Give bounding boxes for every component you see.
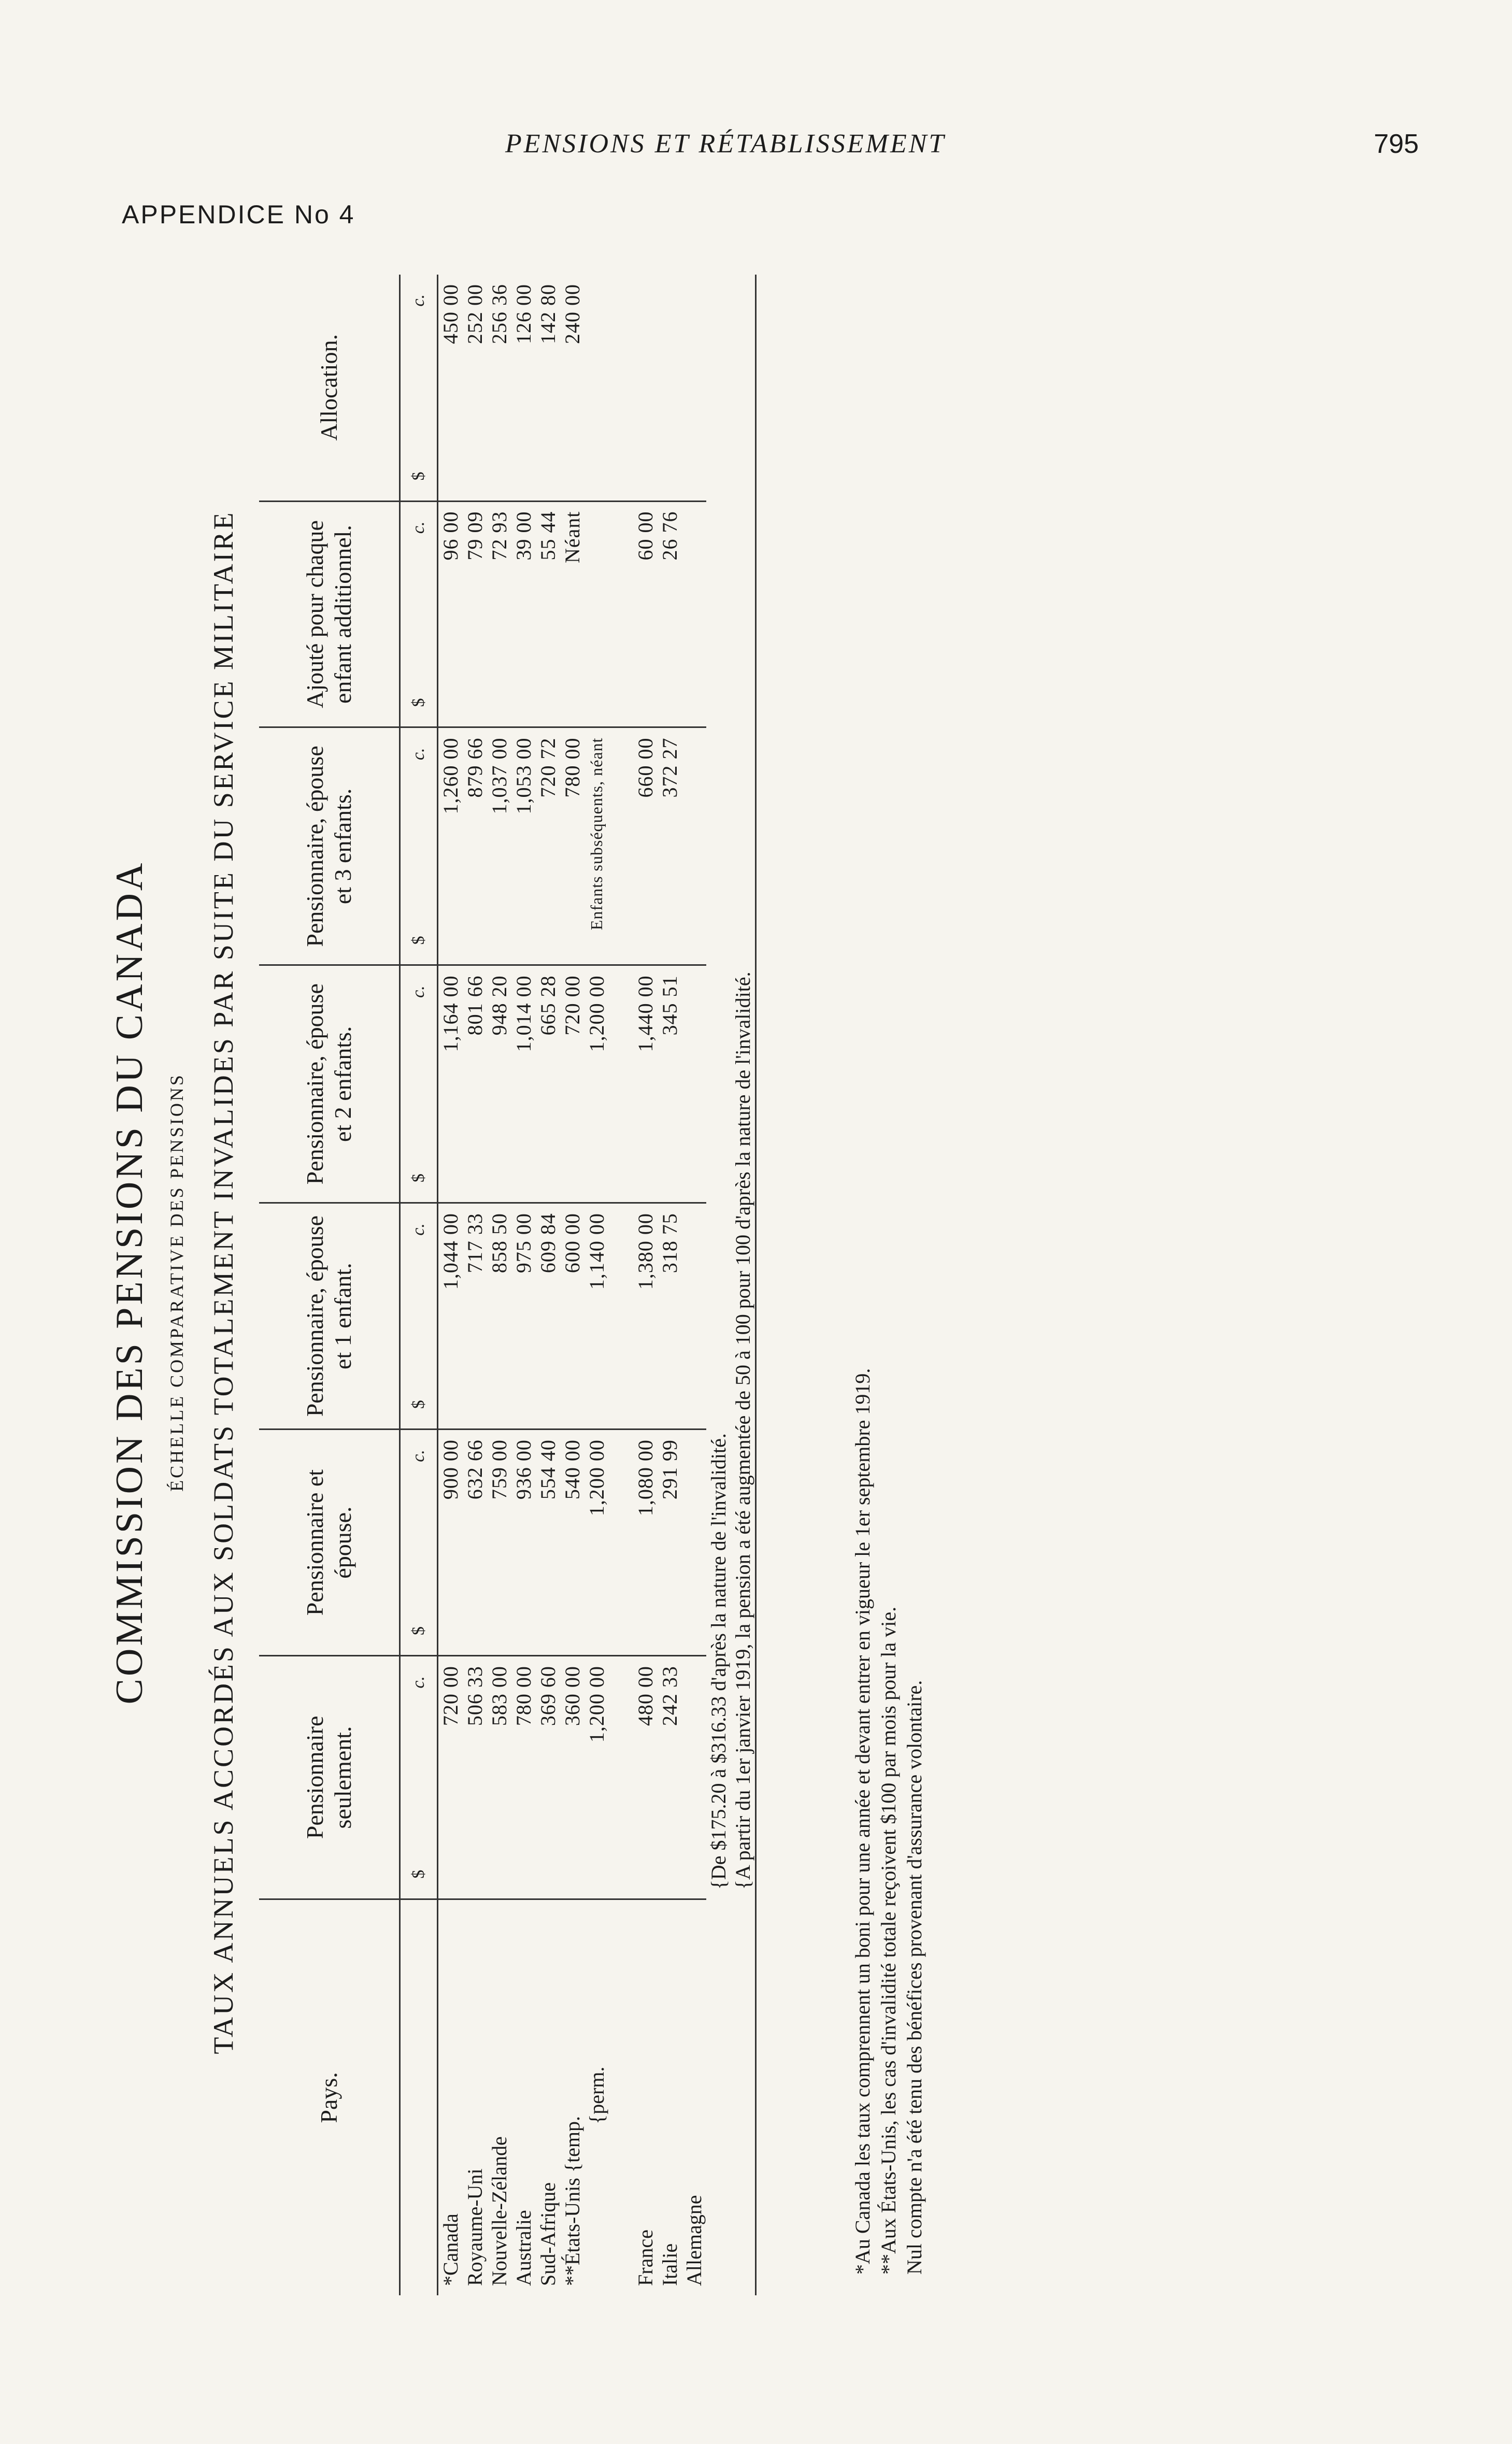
value-cell: 55 44 [536,501,560,727]
commission-title: COMMISSION DES PENSIONS DU CANADA [108,860,151,1705]
value-cell: 879 66 [463,727,487,965]
value-cell [682,965,706,1203]
country-cell: Sud-Afrique [536,2182,560,2286]
note-spacer [731,1899,756,2295]
cents-unit: c. [409,294,428,307]
value-cell: 1,380 00 [633,1203,658,1430]
table-row-nouvelle-zelande [487,275,511,2295]
cents-unit: c. [409,1676,428,1689]
cents-unit: c. [409,1223,428,1236]
value-cell: 1,164 00 [438,965,463,1203]
country-cell: Allemagne [682,2195,706,2286]
value-cell: 1,200 00 [584,1656,609,1899]
value-cell: 126 00 [511,275,536,501]
running-title: PENSIONS ET RÉTABLISSEMENT [505,129,946,159]
table-row-australie [511,275,536,2295]
running-header [0,128,1512,165]
table-note-row [731,275,756,2295]
value-cell: 660 00 [633,727,658,965]
value-cell: 858 50 [487,1203,511,1430]
value-cell: 39 00 [511,501,536,727]
value-cell: 1,140 00 [584,1203,609,1430]
dollar-unit: $ [409,936,428,945]
table-note-row [706,275,731,2295]
value-cell: 609 84 [536,1203,560,1430]
column-header-pensioner-wife: Pensionnaire et épouse. [259,1430,400,1656]
value-cell [682,1430,706,1656]
value-cell [682,727,706,965]
value-cell [584,501,609,727]
value-cell [682,1656,706,1899]
spacer-cell [609,1899,633,2295]
note-spacer [706,1899,731,2295]
value-cell [682,1203,706,1430]
units-cell [400,727,438,965]
scale-subtitle: ÉCHELLE COMPARATIVE DES PENSIONS [166,1073,187,1492]
value-cell [682,275,706,501]
value-cell: 720 00 [560,965,584,1203]
value-cell: 780 00 [560,727,584,965]
value-cell [682,501,706,727]
table-row-spacer [609,275,633,2295]
footnotes [850,306,928,2275]
units-spacer [400,1899,438,2295]
value-cell: 372 27 [658,727,682,965]
country-cell: Royaume-Uni [463,2168,487,2286]
germany-note-2: {A partir du 1er janvier 1919, la pension a été augmentée de 50 à 100 pour 100 d'après la nature de l'invalidité. [731,971,754,1890]
table-row-etats-unis-perm [584,275,609,2295]
column-header-additional-child: Ajouté pour chaque enfant additionnel. [259,501,400,727]
rotated-table-page [104,259,985,2306]
dollar-unit: $ [409,1626,428,1636]
value-cell: 256 36 [487,275,511,501]
value-cell: 252 00 [463,275,487,501]
rule-cell [756,275,781,2295]
spacer-cell [609,1430,633,1656]
value-cell: 480 00 [633,1656,658,1899]
dollar-unit: $ [409,1869,428,1879]
value-cell: Néant [560,501,584,727]
value-cell: 720 72 [536,727,560,965]
value-cell: 900 00 [438,1430,463,1656]
country-cell: Nouvelle-Zélande [488,2136,511,2286]
value-cell: 1,044 00 [438,1203,463,1430]
footnote-insurance: Nul compte n'a été tenu des bénéfices provenant d'assurance volontaire. [903,1680,926,2275]
value-cell: 369 60 [536,1656,560,1899]
germany-note-1: {De $175.20 à $316.33 d'après la nature de l'invalidité. [707,1433,730,1890]
table-bottom-rule [756,275,781,2295]
table-row-italie [658,275,682,2295]
value-cell: 554 40 [536,1430,560,1656]
column-header-pensioner-only: Pensionnaire seulement. [259,1656,400,1899]
cents-unit: c. [409,985,428,998]
units-cell [400,275,438,501]
dollar-unit: $ [409,471,428,481]
spacer-cell [609,727,633,965]
value-cell: 291 99 [658,1430,682,1656]
cents-unit: c. [409,748,428,761]
value-cell: 540 00 [560,1430,584,1656]
column-header-wife-1-child: Pensionnaire, épouse et 1 enfant. [259,1203,400,1430]
value-cell: 801 66 [463,965,487,1203]
value-cell: 142 80 [536,275,560,501]
value-cell: Enfants subséquents, néant [584,727,609,965]
dollar-unit: $ [409,1400,428,1409]
country-cell: Australie [512,2210,535,2286]
spacer-cell [609,275,633,501]
value-cell: 26 76 [658,501,682,727]
value-cell: 506 33 [463,1656,487,1899]
country-cell: Italie [658,2243,681,2286]
value-cell: 975 00 [511,1203,536,1430]
value-cell: 717 33 [463,1203,487,1430]
pension-rates-table [259,275,781,2295]
value-cell: 1,037 00 [487,727,511,965]
value-cell: 360 00 [560,1656,584,1899]
table-row-france [633,275,658,2295]
column-header-wife-2-children: Pensionnaire, épouse et 2 enfants. [259,965,400,1203]
table-row-etats-unis-temp [560,275,584,2295]
dollar-unit: $ [409,698,428,707]
value-cell: 948 20 [487,965,511,1203]
cents-unit: c. [409,521,428,534]
value-cell: 1,014 00 [511,965,536,1203]
value-cell [633,275,658,501]
value-cell: 240 00 [560,275,584,501]
value-cell: 96 00 [438,501,463,727]
value-cell [584,275,609,501]
table-title: TAUX ANNUELS ACCORDÉS AUX SOLDATS TOTALEMENT INVALIDES PAR SUITE DU SERVICE MILITAIRE [208,510,239,2054]
value-cell: 1,053 00 [511,727,536,965]
value-cell: 600 00 [560,1203,584,1430]
value-cell: 1,080 00 [633,1430,658,1656]
spacer-cell [609,1656,633,1899]
country-cell: *Canada [439,2213,462,2286]
value-cell: 318 75 [658,1203,682,1430]
dollar-unit: $ [409,1174,428,1183]
cents-unit: c. [409,1450,428,1462]
value-cell: 60 00 [633,501,658,727]
value-cell: 1,200 00 [584,965,609,1203]
spacer-cell [609,501,633,727]
value-cell: 1,200 00 [584,1430,609,1656]
footnote-canada: *Au Canada les taux comprennent un boni pour une année et devant entrer en vigueur le 1er septembre 1919. [851,1368,874,2275]
value-cell: 720 00 [438,1656,463,1899]
units-cell [400,1203,438,1430]
table-row-canada [438,275,463,2295]
units-cell [400,965,438,1203]
value-cell: 72 93 [487,501,511,727]
spacer-cell [609,1203,633,1430]
column-header-allowance: Allocation. [259,275,400,501]
column-header-wife-3-children: Pensionnaire, épouse et 3 enfants. [259,727,400,965]
value-cell: 780 00 [511,1656,536,1899]
country-cell: **États-Unis {temp. [561,2116,584,2286]
footnote-etats-unis: **Aux États-Unis, les cas d'invalidité totale reçoivent $100 par mois pour la vie. [877,1606,900,2275]
page-number: 795 [1374,129,1419,159]
value-cell: 665 28 [536,965,560,1203]
units-cell [400,1656,438,1899]
country-cell: France [634,2229,657,2286]
value-cell: 1,260 00 [438,727,463,965]
value-cell: 936 00 [511,1430,536,1656]
column-header-country: Pays. [259,1899,400,2295]
country-cell: {perm. [585,2066,608,2124]
value-cell [658,275,682,501]
value-cell: 450 00 [438,275,463,501]
appendix-label: APPENDICE No 4 [122,200,355,229]
value-cell: 345 51 [658,965,682,1203]
table-row-allemagne [682,275,706,2295]
units-cell [400,501,438,727]
value-cell: 583 00 [487,1656,511,1899]
table-row-sud-afrique [536,275,560,2295]
value-cell: 242 33 [658,1656,682,1899]
value-cell: 79 09 [463,501,487,727]
table-row-royaume-uni [463,275,487,2295]
units-cell [400,1430,438,1656]
value-cell: 632 66 [463,1430,487,1656]
spacer-cell [609,965,633,1203]
value-cell: 759 00 [487,1430,511,1656]
value-cell: 1,440 00 [633,965,658,1203]
